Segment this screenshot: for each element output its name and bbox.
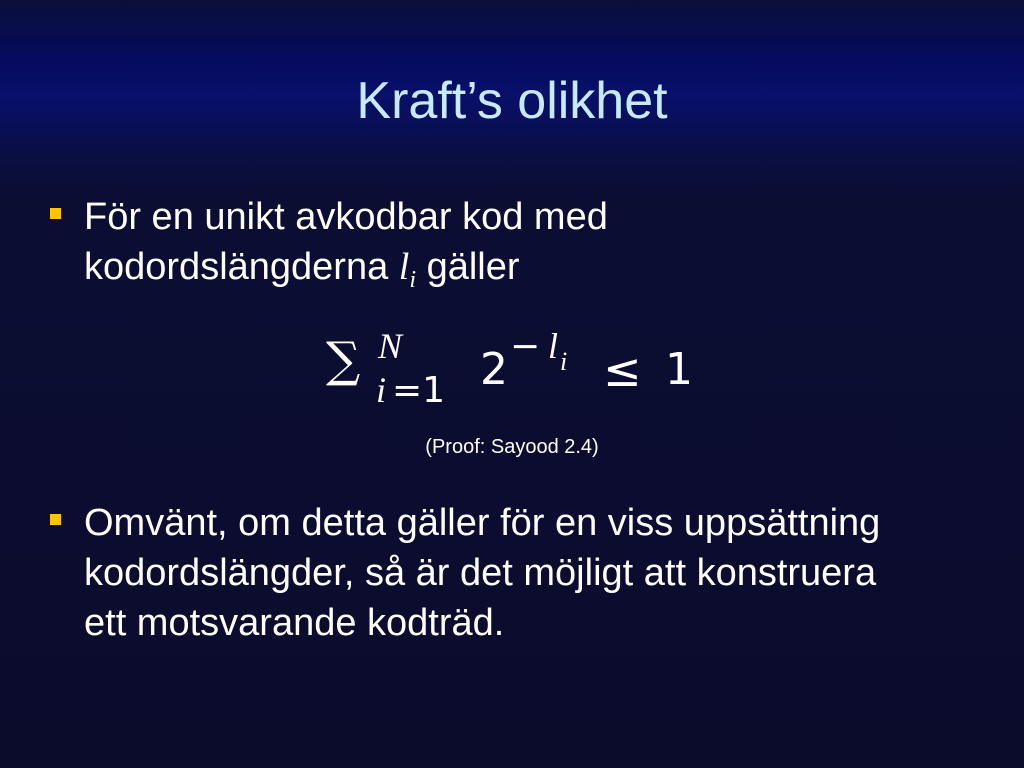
sum-lower-var: i xyxy=(376,370,387,410)
math-variable: l xyxy=(398,246,410,288)
sum-upper-limit: N xyxy=(378,326,403,366)
sum-symbol: ∑ xyxy=(326,332,361,388)
exponent-sign: − xyxy=(510,326,541,367)
relation-symbol: ≤ xyxy=(603,343,642,397)
bullet-square-icon xyxy=(50,514,61,525)
right-hand-side: 1 xyxy=(665,344,693,395)
bullet-1-text-before: För en unikt avkodbar kod med kodordslängderna xyxy=(84,196,608,288)
proof-reference: (Proof: Sayood 2.4) xyxy=(425,436,599,458)
slide-title: Kraft’s olikhet xyxy=(356,72,668,130)
bullet-square-icon xyxy=(50,208,61,219)
sum-lower-rest: =1 xyxy=(392,370,446,411)
bullet-text-1 xyxy=(84,192,904,297)
bullet-text-2: Omvänt, om detta gäller för en viss uppsättning kodordslängder, så är det möjligt att konstruera ett motsvarande kodträd. xyxy=(84,502,881,644)
power-base: 2 xyxy=(480,344,508,395)
kraft-inequality-formula xyxy=(320,326,720,416)
math-subscript: i xyxy=(409,267,417,293)
exponent-sub: i xyxy=(560,347,568,376)
bullet-1-text-after: gäller xyxy=(426,246,520,288)
exponent-var: l xyxy=(548,326,559,366)
